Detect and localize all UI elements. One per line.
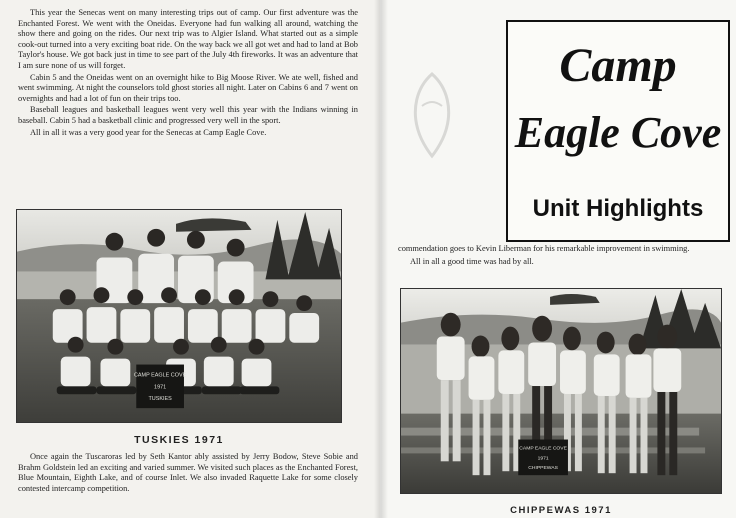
tuscaroras-article [18,452,358,510]
page-fold [374,0,388,518]
chippewas-group-photo [400,288,722,494]
article-paragraph: Cabin 5 and the Oneidas went on an overnight hike to Big Moose River. We ate well, fished and went swimming. At night the counselors told ghost stories all night. Later on Cabins 6 and 7 went on overnights and had a lot of fun on their trips too. [18,72,358,103]
tuskies-sign-line-3: TUSKIES [148,396,172,403]
article-line: commendation goes to Kevin Liberman for his remarkable improvement in swimming. [398,244,690,253]
tuskies-group-photo [16,209,342,423]
article-paragraph: Once again the Tuscaroras led by Seth Kantor ably assisted by Jerry Bodow, Steve Sobie and Brahm Goldstein led an exciting and varied summer. We visited such places as the Enchanted Forest, Blue Mountain, Eighth Lake, and of course Inlet. We also invaded Raquette Lake for some closely contested intercamp competition. [18,452,358,493]
senecas-article [18,8,358,139]
chippewas-sign-line-1: CAMP EAGLE COVE [519,446,567,452]
faint-eagle-watermark [404,70,460,160]
camp-title-box [506,20,730,242]
chippewas-article [398,244,732,267]
chippewas-sign-line-3: CHIPPEWAS [528,466,558,472]
article-paragraph: All in all it was a very good year for the Senecas at Camp Eagle Cove. [30,127,267,137]
chippewas-caption: CHIPPEWAS 1971 [510,505,612,516]
title-camp: Camp [559,39,677,92]
tuskies-caption: TUSKIES 1971 [134,434,224,446]
chippewas-photo-image [401,289,721,493]
article-paragraph: Baseball leagues and basketball leagues went very well this year with the Indians winning in baseball. Cabin 5 had a basketball clinic and progressed very well in the sport. [18,105,358,125]
title-unit-highlights: Unit Highlights [532,195,704,222]
article-paragraph: This year the Senecas went on many interesting trips out of camp. Our first adventure was the Enchanted Forest. We went with the Oneidas. Everyone had fun walking all around, watching the show there and going on the rides. Our next trip was to Algier Island. What started out as a simple cook-out turned into a very exciting boat ride. On the way back we all got wet and had to land at Bob Taylor's house. We got back just in time to see part of the July 4th fireworks. It was an adventure that I am sure none of us will forget. [18,8,358,70]
article-line: All in all a good time was had by all. [410,256,534,266]
tuskies-sign-line-1: CAMP EAGLE COVE [133,372,187,379]
title-eagle-cove: Eagle Cove [514,108,722,157]
tuskies-photo-image [17,210,341,422]
chippewas-sign-line-2: 1971 [537,456,549,462]
tuskies-sign-line-2: 1971 [154,384,167,391]
